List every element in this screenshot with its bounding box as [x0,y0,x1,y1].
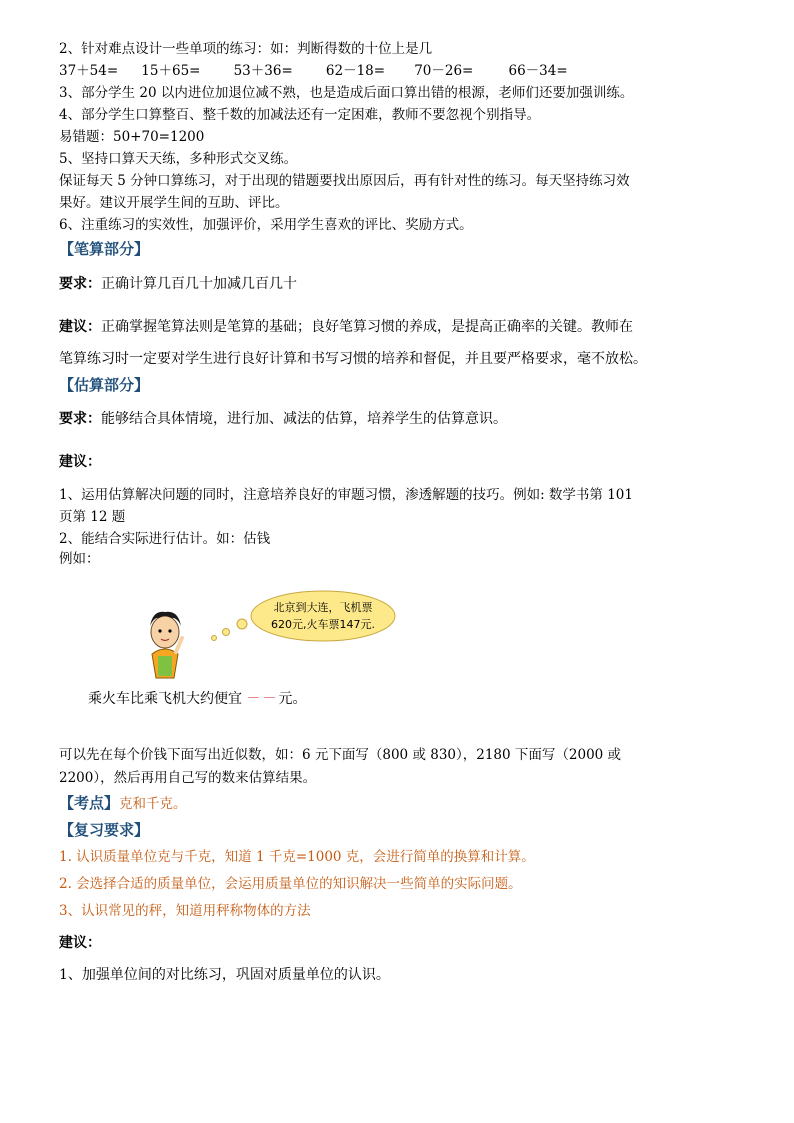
example-label: 例如： [59,551,100,567]
weight-suggestion-label: 建议： [59,935,101,951]
bubble-dot [212,636,217,641]
oral-point-6: 6、注重练习的实效性，加强评价，采用学生喜欢的评比、奖励方式。 [59,217,473,233]
boy-thinking-illustration [60,586,420,716]
expression-3: 53＋36= [233,63,293,79]
estimate-after-2: 2200），然后再用自己写的数来估算结果。 [59,770,317,786]
bubble-line-1: 北京到大连，飞机票 [273,601,373,614]
estimate-after-1: 可以先在每个价钱下面写出近似数，如：6 元下面写（800 或 830），2180 下面写（2000 或 [59,747,622,763]
review-requirement-1: 1. 认识质量单位克与千克，知道 1 千克=1000 克，会进行简单的换算和计算。 [59,849,535,865]
thought-bubble [251,591,395,641]
bubble-dot [223,629,230,636]
oral-point-2: 2、针对难点设计一些单项的练习：如：判断得数的十位上是几 [59,41,433,57]
weight-suggestion-1: 1、加强单位间的对比练习，巩固对质量单位的认识。 [59,967,390,983]
written-suggestion-2: 笔算练习时一定要对学生进行良好计算和书写习惯的培养和督促，并且要严格要求，毫不放松。 [59,351,647,367]
estimate-suggestion-1b: 页第 12 题 [59,509,126,525]
review-requirement-3: 3、认识常见的秤，知道用秤称物体的方法 [59,903,311,919]
expression-4: 62－18= [325,63,386,79]
review-heading: 【复习要求】 [59,821,150,839]
written-suggestion-1: 建议：正确掌握笔算法则是笔算的基础；良好笔算习惯的养成，是提高正确率的关键。教师在 [59,319,633,335]
oral-point-5: 5、坚持口算天天练，多种形式交叉练。 [59,151,298,167]
review-requirement-2: 2. 会选择合适的质量单位，会运用质量单位的知识解决一些简单的实际问题。 [59,876,522,892]
expression-1: 37＋54= [59,63,119,79]
illustration-graphic [60,586,420,686]
expression-5: 70－26= [414,63,474,79]
estimate-requirement: 要求：能够结合具体情境，进行加、减法的估算，培养学生的估算意识。 [59,411,507,427]
oral-point-5-detail-2: 果好。建议开展学生间的互助、评比。 [59,195,289,211]
oral-point-4: 4、部分学生口算整百、整千数的加减法还有一定困难，教师不要忽视个别指导。 [59,107,541,123]
expression-6: 66－34= [508,63,568,79]
oral-point-5-detail-1: 保证每天 5 分钟口算练习，对于出现的错题要找出原因后，再有针对性的练习。每天坚持练习效 [59,173,630,189]
estimate-suggestion-2: 2、能结合实际进行估计。如：估钱 [59,531,271,547]
estimate-suggestion-label: 建议： [59,454,101,470]
expression-row [59,62,568,80]
boy-figure [150,612,182,678]
illustration-caption: 乘火车比乘飞机大约便宜 －－元。 [88,691,307,707]
error-example: 易错题：50+70=1200 [59,129,205,145]
estimate-suggestion-1a: 1、运用估算解决问题的同时，注意培养良好的审题习惯，渗透解题的技巧。例如: 数学书第 101 [59,487,633,503]
estimate-heading: 【估算部分】 [59,376,150,394]
expression-2: 15＋65= [141,63,201,79]
bubble-dot [237,619,247,629]
kaodian-line: 【考点】克和千克。 [59,794,187,812]
oral-point-3: 3、部分学生 20 以内进位加退位减不熟，也是造成后面口算出错的根源，老师们还要加强训练。 [59,85,634,101]
bubble-line-2: 620元,火车票147元. [271,618,375,631]
written-requirement: 要求：正确计算几百几十加减几百几十 [59,276,297,292]
written-heading: 【笔算部分】 [59,240,150,258]
